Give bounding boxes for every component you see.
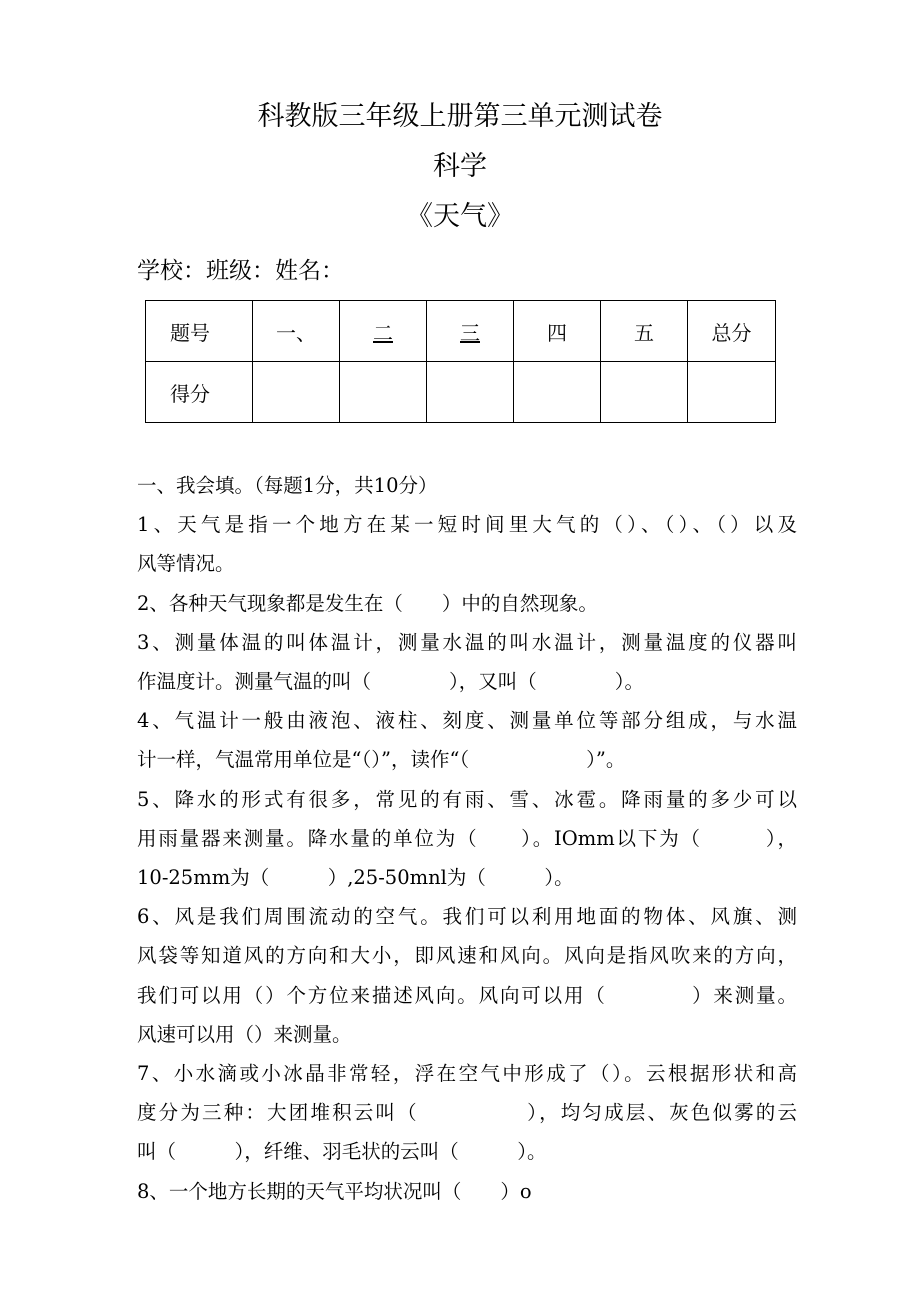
question-line: 4、气温计一般由液泡、液柱、刻度、测量单位等部分组成，与水温 [137, 709, 797, 733]
section-2-label: 二 [373, 320, 393, 345]
unit-title: 《天气》 [406, 201, 514, 232]
question-line: 3、测量体温的叫体温计，测量水温的叫水温计，测量温度的仪器叫 [137, 630, 797, 654]
question-line: 风袋等知道风的方向和大小，即风速和风向。风向是指风吹来的方向， [137, 944, 797, 968]
cell-section-3 [427, 301, 514, 362]
exam-title: 科教版三年级上册第三单元测试卷 [257, 101, 663, 132]
score-blank-4[interactable] [514, 362, 601, 423]
score-blank-1[interactable] [253, 362, 340, 423]
question-line: 我们可以用（）个方位来描述风向。风向可以用（ ）来测量。 [137, 983, 797, 1007]
score-table [145, 300, 776, 423]
question-line: 2、各种天气现象都是发生在（ ）中的自然现象。 [137, 591, 598, 615]
score-blank-2[interactable] [340, 362, 427, 423]
question-line: 作温度计。测量气温的叫（ ），又叫（ ）。 [137, 670, 645, 694]
cell-section-2 [340, 301, 427, 362]
question-line: 7、小水滴或小冰晶非常轻，浮在空气中形成了（）。云根据形状和高 [137, 1062, 797, 1086]
question-line: 风等情况。 [137, 552, 235, 576]
question-line: 8、一个地方长期的天气平均状况叫（ ）o [137, 1179, 532, 1203]
question-line: 10-25mm为（ ）,25-50mnl为（ ）。 [137, 866, 574, 890]
question-line: 1、天气是指一个地方在某一短时间里大气的（）、（）、（）以及 [137, 513, 797, 537]
section-3-label: 三 [460, 320, 480, 345]
cell-total-label: 总分 [688, 301, 776, 362]
student-info-line: 学校：班级：姓名： [137, 258, 344, 284]
score-table-header-row [146, 301, 776, 362]
question-line: 用雨量器来测量。降水量的单位为（ ）。IOmm以下为（ ）， [137, 826, 797, 850]
subject-title: 科学 [433, 151, 487, 182]
score-blank-5[interactable] [601, 362, 688, 423]
question-line: 计一样，气温常用单位是“（）”，读作“（ ）”。 [137, 748, 626, 772]
question-line: 叫（ ），纤维、羽毛状的云叫（ ）。 [137, 1140, 547, 1164]
question-line: 风速可以用（）来测量。 [137, 1022, 352, 1046]
question-line: 6、风是我们周围流动的空气。我们可以利用地面的物体、风旗、测 [137, 905, 797, 929]
score-blank-total[interactable] [688, 362, 776, 423]
question-line: 5、降水的形式有很多，常见的有雨、雪、冰雹。降雨量的多少可以 [137, 787, 797, 811]
section-1-heading: 一、我会填。（每题1分，共10分） [137, 474, 438, 497]
question-line: 度分为三种：大团堆积云叫（ ），均匀成层、灰色似雾的云 [137, 1101, 797, 1125]
score-table-score-row [146, 362, 776, 423]
section-1 [137, 466, 797, 1211]
cell-section-5: 五 [601, 301, 688, 362]
cell-section-1: 一、 [253, 301, 340, 362]
score-blank-3[interactable] [427, 362, 514, 423]
cell-score-label: 得分 [146, 362, 253, 423]
cell-section-4: 四 [514, 301, 601, 362]
cell-question-number-label: 题号 [146, 301, 253, 362]
